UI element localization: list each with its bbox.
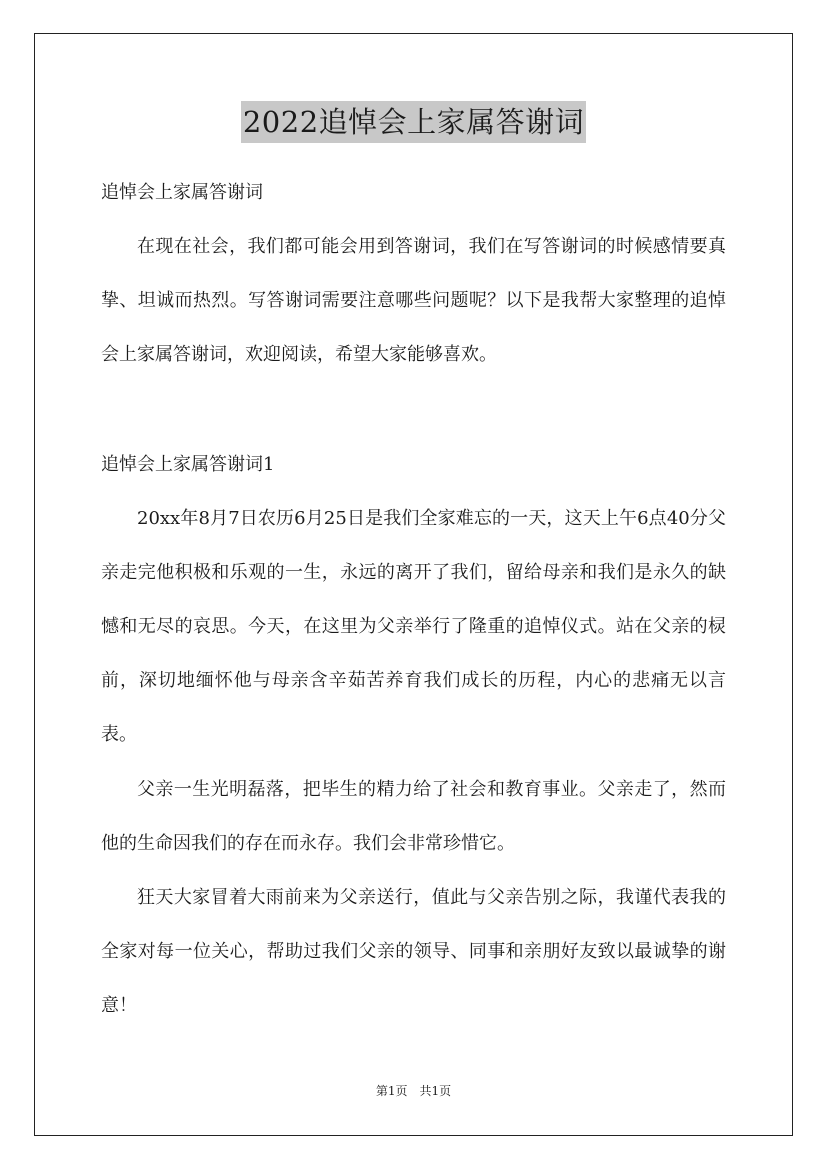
intro-paragraph: 在现在社会，我们都可能会用到答谢词，我们在写答谢词的时候感情要真挚、坦诚而热烈。写答谢词需要注意哪些问题呢？以下是我帮大家整理的追悼会上家属答谢词，欢迎阅读，希望大家能够喜欢。: [101, 236, 726, 365]
document-heading: 追悼会上家属答谢词: [101, 182, 263, 203]
section1-paragraph-3: 狂天大家冒着大雨前来为父亲送行，值此与父亲告别之际，我谨代表我的全家对每一位关心，帮助过我们父亲的领导、同事和亲朋好友致以最诚挚的谢意！: [101, 887, 726, 1016]
section1-heading: 追悼会上家属答谢词1: [101, 454, 275, 475]
page-number: 第1页: [375, 1084, 408, 1098]
page-total: 共1页: [419, 1084, 452, 1098]
section1-paragraph-2: 父亲一生光明磊落，把毕生的精力给了社会和教育事业。父亲走了，然而他的生命因我们的存在而永存。我们会非常珍惜它。: [101, 779, 726, 854]
title-container: [0, 101, 827, 143]
document-title: 2022追悼会上家属答谢词: [241, 101, 586, 143]
page-footer: [0, 1083, 827, 1099]
section1-paragraph-1: 20xx年8月7日农历6月25日是我们全家难忘的一天，这天上午6点40分父亲走完他积极和乐观的一生，永远的离开了我们，留给母亲和我们是永久的缺憾和无尽的哀思。今天，在这里为父亲举行了隆重的追悼仪式。站在父亲的棂前，深切地缅怀他与母亲含辛茹苦养育我们成长的历程，内心的悲痛无以言表。: [101, 508, 726, 745]
